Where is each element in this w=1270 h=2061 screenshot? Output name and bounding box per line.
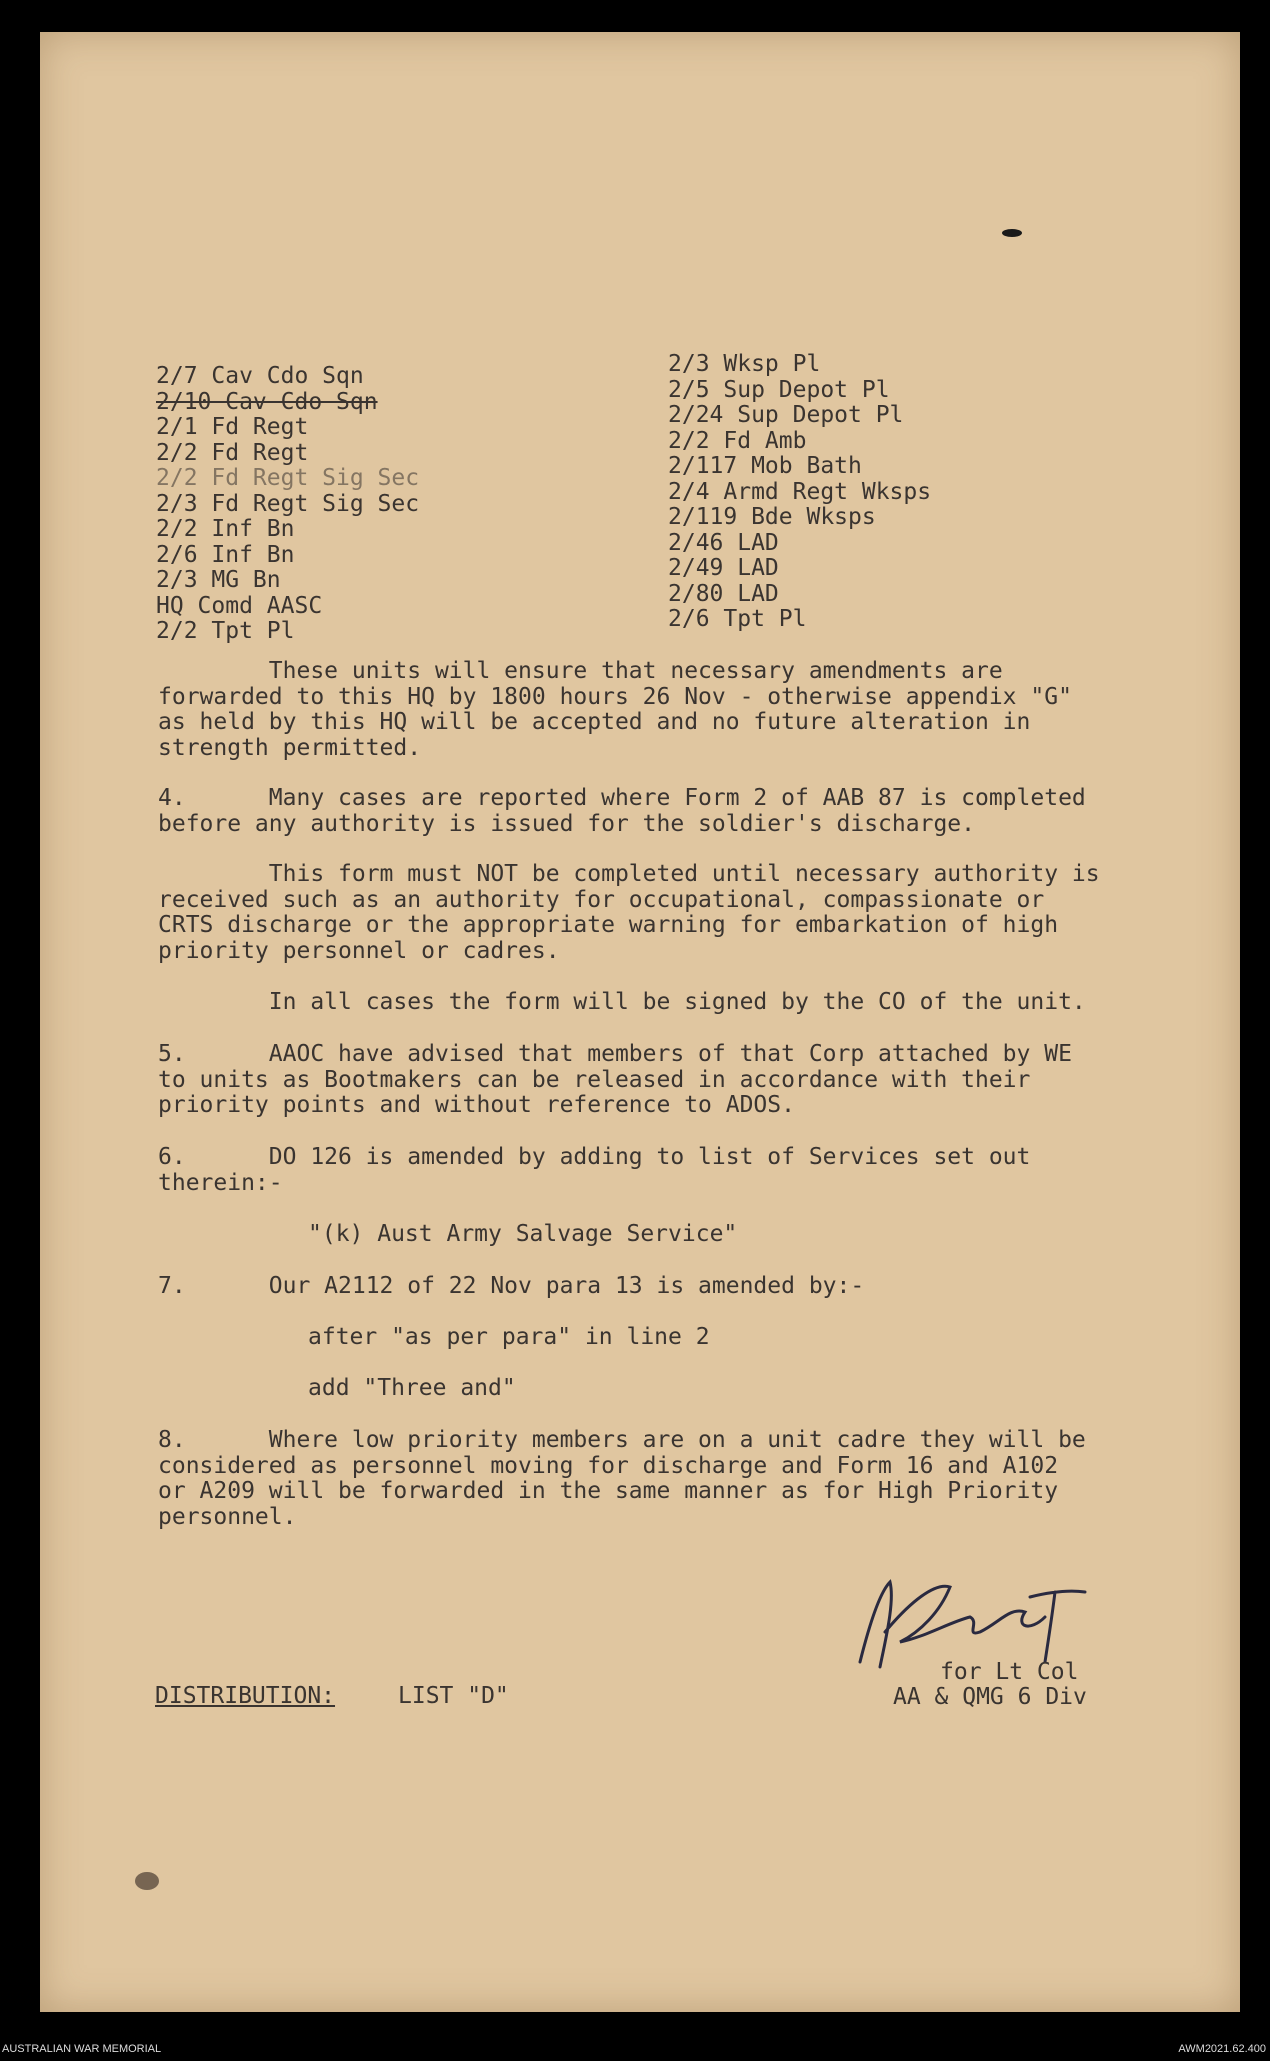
paragraph-7: 7. Our A2112 of 22 Nov para 13 is amended by:- xyxy=(158,1273,865,1299)
signature-rank: for Lt Col xyxy=(940,1659,1079,1685)
signature-title: AA & QMG 6 Div xyxy=(893,1684,1087,1710)
unit-item: 2/6 Tpt Pl xyxy=(668,606,807,632)
paragraph-7-amend-b: add "Three and" xyxy=(308,1375,516,1401)
unit-item: 2/3 Fd Regt Sig Sec xyxy=(156,490,420,517)
distribution-value: LIST "D" xyxy=(398,1683,509,1709)
unit-item: 2/2 Inf Bn xyxy=(156,516,295,542)
unit-item: 2/2 Fd Amb xyxy=(668,427,807,454)
distribution-label: DISTRIBUTION: xyxy=(155,1683,336,1709)
unit-item: 2/5 Sup Depot Pl xyxy=(668,376,890,403)
paragraph-4-signing: In all cases the form will be signed by the CO of the unit. xyxy=(158,989,1086,1015)
units-list-left xyxy=(156,364,419,645)
unit-item: 2/49 LAD xyxy=(668,555,779,581)
unit-item: 2/46 LAD xyxy=(668,529,779,556)
unit-item: 2/7 Cav Cdo Sqn xyxy=(156,363,364,389)
unit-item: 2/119 Bde Wksps xyxy=(668,504,876,530)
unit-item: 2/2 Fd Regt Sig Sec xyxy=(156,465,420,491)
document-page xyxy=(40,32,1240,2012)
paragraph-6-quote: "(k) Aust Army Salvage Service" xyxy=(308,1221,738,1247)
unit-item: 2/3 Wksp Pl xyxy=(668,351,821,377)
unit-item: 2/6 Inf Bn xyxy=(156,541,295,568)
paragraph-5: 5. AAOC have advised that members of that Corp attached by WE to units as Bootmakers can be released in accordance with their priority points and without reference to ADOS. xyxy=(158,1041,1072,1118)
paragraph-8: 8. Where low priority members are on a unit cadre they will be considered as personnel moving for discharge and Form 16 and A102 or A209 will be forwarded in the same manner as for High Priority personnel. xyxy=(158,1427,1086,1530)
paragraph-4-detail: This form must NOT be completed until necessary authority is received such as an authority for occupational, compassionate or CRTS discharge or the appropriate warning for embarkation of high priority personnel or cadres. xyxy=(158,861,1100,964)
punch-hole xyxy=(1002,229,1022,237)
paper-stain xyxy=(135,1872,159,1890)
paragraph-7-amend-a: after "as per para" in line 2 xyxy=(308,1324,710,1350)
paragraph-6: 6. DO 126 is amended by adding to list of Services set out therein:- xyxy=(158,1144,1031,1196)
unit-item: 2/4 Armd Regt Wksps xyxy=(668,478,932,505)
paragraph-units-note: These units will ensure that necessary amendments are forwarded to this HQ by 1800 hours 26 Nov - otherwise appendix "G" as held by this HQ will be accepted and no future alteration in strength permitted. xyxy=(158,658,1072,761)
unit-item: 2/80 LAD xyxy=(668,580,779,607)
footer-source: AUSTRALIAN WAR MEMORIAL xyxy=(2,2043,162,2055)
unit-item: 2/10 Cav Cdo Sqn xyxy=(156,388,378,415)
paragraph-4: 4. Many cases are reported where Form 2 of AAB 87 is completed before any authority is issued for the soldier's discharge. xyxy=(158,785,1086,837)
unit-item: 2/117 Mob Bath xyxy=(668,453,862,479)
unit-item: HQ Comd AASC xyxy=(156,592,323,619)
unit-item: 2/3 MG Bn xyxy=(156,567,281,593)
unit-item: 2/2 Fd Regt xyxy=(156,439,309,466)
footer-reference: AWM2021.62.400 xyxy=(1178,2043,1266,2055)
unit-item: 2/2 Tpt Pl xyxy=(156,618,295,644)
unit-item: 2/1 Fd Regt xyxy=(156,414,309,440)
units-list-right xyxy=(668,352,931,633)
unit-item: 2/24 Sup Depot Pl xyxy=(668,402,904,428)
